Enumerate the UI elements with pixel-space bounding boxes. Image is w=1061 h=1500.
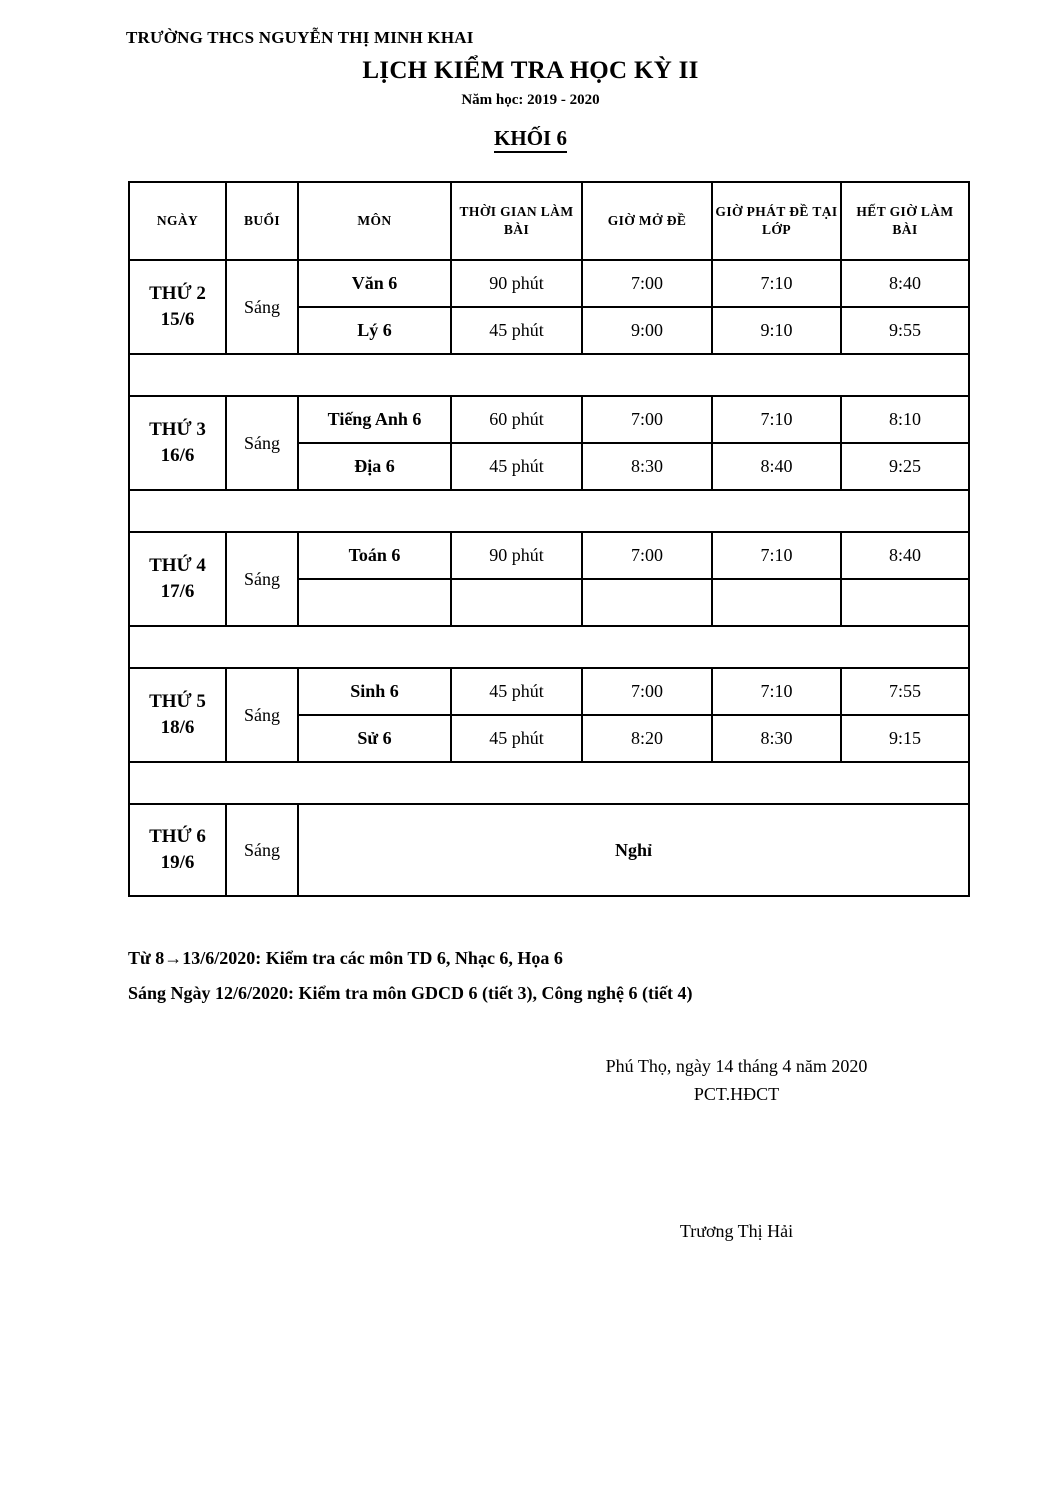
subject-cell: Địa 6 (298, 443, 451, 490)
open-time-cell: 9:00 (582, 307, 712, 354)
subject-cell: Văn 6 (298, 260, 451, 307)
spacer-row (129, 490, 969, 532)
duration-cell: 45 phút (451, 443, 582, 490)
day-cell (129, 804, 226, 896)
duration-cell: 90 phút (451, 260, 582, 307)
end-time-cell: 8:40 (841, 532, 969, 579)
school-year: Năm học: 2019 - 2020 (461, 92, 600, 108)
duration-cell: 90 phút (451, 532, 582, 579)
deliver-time-cell: 9:10 (712, 307, 841, 354)
open-time-cell: 7:00 (582, 668, 712, 715)
deliver-time-cell: 7:10 (712, 396, 841, 443)
open-time-cell (582, 579, 712, 626)
day-label: THỨ 2 (149, 283, 206, 305)
spacer-row (129, 354, 969, 396)
table-body (129, 260, 969, 896)
end-time-cell: 9:15 (841, 715, 969, 762)
deliver-time-cell (712, 579, 841, 626)
day-label: THỨ 3 (149, 419, 206, 441)
table-row (129, 260, 969, 307)
spacer-row (129, 762, 969, 804)
end-time-cell (841, 579, 969, 626)
subject-cell (298, 579, 451, 626)
day-label: THỨ 6 (149, 826, 206, 848)
document-header (0, 0, 1061, 151)
deliver-time-cell: 7:10 (712, 668, 841, 715)
subject-cell: Sinh 6 (298, 668, 451, 715)
note-line: Từ 8→13/6/2020: Kiểm tra các môn TD 6, Nhạc 6, Họa 6 (128, 948, 563, 968)
table-row (129, 396, 969, 443)
session-cell: Sáng (226, 260, 298, 354)
table-row (129, 804, 969, 896)
page-title: LỊCH KIỂM TRA HỌC KỲ II (362, 57, 699, 84)
day-cell (129, 532, 226, 626)
column-header-ngay: NGÀY (129, 182, 226, 260)
day-cell (129, 260, 226, 354)
duration-cell: 45 phút (451, 307, 582, 354)
end-time-cell: 9:55 (841, 307, 969, 354)
spacer-cell (129, 626, 969, 668)
signature-role: PCT.HĐCT (693, 1084, 780, 1105)
note-line: Sáng Ngày 12/6/2020: Kiểm tra môn GDCD 6 (tiết 3), Công nghệ 6 (tiết 4) (128, 983, 693, 1004)
session-cell: Sáng (226, 532, 298, 626)
spacer-cell (129, 490, 969, 532)
day-date: 16/6 (160, 445, 195, 466)
deliver-time-cell: 8:40 (712, 443, 841, 490)
column-header-gio-mo-de: GIỜ MỞ ĐỀ (582, 182, 712, 260)
spacer-cell (129, 762, 969, 804)
duration-cell: 45 phút (451, 668, 582, 715)
table-header-row (129, 182, 969, 260)
school-name: TRƯỜNG THCS NGUYỄN THỊ MINH KHAI (126, 28, 474, 47)
open-time-cell: 7:00 (582, 396, 712, 443)
session-cell: Sáng (226, 804, 298, 896)
table-row (129, 668, 969, 715)
deliver-time-cell: 7:10 (712, 532, 841, 579)
notes-section (0, 941, 1061, 1011)
end-time-cell: 8:40 (841, 260, 969, 307)
open-time-cell: 7:00 (582, 260, 712, 307)
subject-cell: Lý 6 (298, 307, 451, 354)
signature-inner (606, 1053, 868, 1244)
rest-note-cell: Nghỉ (298, 804, 969, 896)
grade-title-text: KHỐI 6 (494, 126, 567, 153)
open-time-cell: 8:20 (582, 715, 712, 762)
signature-block (0, 1053, 1061, 1244)
column-header-het-gio-lam-bai: HẾT GIỜ LÀM BÀI (841, 182, 969, 260)
day-date: 19/6 (160, 852, 195, 873)
spacer-row (129, 626, 969, 668)
grade-title (0, 126, 1061, 151)
duration-cell: 60 phút (451, 396, 582, 443)
table-header (129, 182, 969, 260)
open-time-cell: 7:00 (582, 532, 712, 579)
table-row (129, 532, 969, 579)
deliver-time-cell: 8:30 (712, 715, 841, 762)
column-header-mon: MÔN (298, 182, 451, 260)
schedule-table-container (0, 181, 1061, 897)
day-date: 15/6 (160, 309, 195, 330)
duration-cell: 45 phút (451, 715, 582, 762)
signature-place-date: Phú Thọ, ngày 14 tháng 4 năm 2020 (605, 1056, 868, 1077)
column-header-buoi: BUỔI (226, 182, 298, 260)
column-header-thoi-gian-lam-bai: THỜI GIAN LÀM BÀI (451, 182, 582, 260)
day-cell (129, 668, 226, 762)
day-date: 17/6 (160, 581, 195, 602)
day-label: THỨ 4 (149, 555, 206, 577)
signature-name: Trương Thị Hải (679, 1220, 794, 1241)
deliver-time-cell: 7:10 (712, 260, 841, 307)
column-header-gio-phat-de-tai-lop: GIỜ PHÁT ĐỀ TẠI LỚP (712, 182, 841, 260)
open-time-cell: 8:30 (582, 443, 712, 490)
session-cell: Sáng (226, 668, 298, 762)
spacer-cell (129, 354, 969, 396)
end-time-cell: 8:10 (841, 396, 969, 443)
day-cell (129, 396, 226, 490)
subject-cell: Sử 6 (298, 715, 451, 762)
day-label: THỨ 5 (149, 691, 206, 713)
subject-cell: Toán 6 (298, 532, 451, 579)
end-time-cell: 7:55 (841, 668, 969, 715)
session-cell: Sáng (226, 396, 298, 490)
exam-schedule-table (128, 181, 970, 897)
end-time-cell: 9:25 (841, 443, 969, 490)
duration-cell (451, 579, 582, 626)
day-date: 18/6 (160, 717, 195, 738)
subject-cell: Tiếng Anh 6 (298, 396, 451, 443)
